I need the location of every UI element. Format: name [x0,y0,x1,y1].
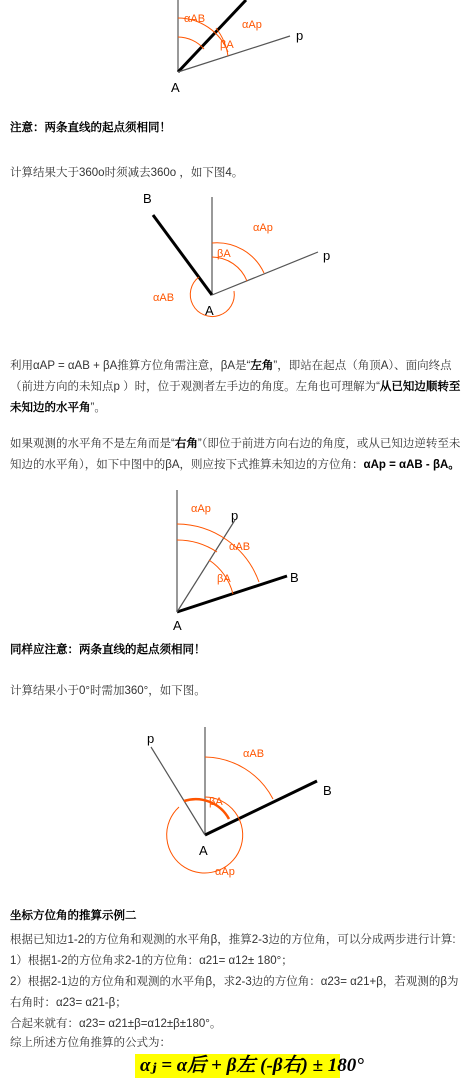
section-title: 坐标方位角的推算示例二 [10,910,137,922]
diagram-4-svg [135,715,340,885]
text-formula: αAp = αAB - βA。 [363,459,460,471]
label-alpha-ap: αAp [242,19,262,31]
formula-text: αⱼ = α后 + β左 (-β右) ± 180° [140,1055,364,1076]
diagram-3 [165,490,315,635]
line-ab [153,215,212,295]
text-mid: ”，即站在起点（角顶A）、面向终点（前进方向的未知点p ）时，位于观测者左手边的角度。左角也可理解为“ [10,360,452,393]
label-p: p [147,731,155,746]
diagram-3-svg [165,490,315,635]
text-strong-rule: 从已知边顺转至未知边的水平角 [10,381,461,414]
example-line-2: 1）根据1-2的方位角求2-1的方位角：α21= α12± 180°； [10,955,293,967]
text-strong-right: 右角 [174,438,198,450]
line-ap [177,520,235,612]
label-alpha-ab: αAB [184,13,206,25]
label-beta: βA [209,796,223,808]
label-beta: βA [217,573,231,585]
label-alpha-ap: αAp [191,503,211,515]
label-beta: βA [217,248,231,260]
para-360: 计算结果大于360o时须减去360o ，如下图4。 [10,167,244,179]
diagram-1 [150,0,320,100]
label-a: A [173,618,182,633]
note-1: 注意：两条直线的起点须相同！ [10,122,171,134]
text-mid: ”（即位于前进方向右边的角度，或从已知边逆转至未知边的水平角），如下中图中的βA，则应按下式推算未知边的方位角： [10,438,461,471]
text-strong-left: 左角 [250,360,274,372]
text-pre: 利用αAP = αAB + βA推算方位角需注意，βA是“ [10,360,251,372]
beta-arc [212,257,247,281]
para-left-angle [10,356,464,419]
line-ap [151,747,205,835]
label-b: B [143,191,152,206]
para-right-angle [10,434,464,476]
label-alpha-ap: αAp [215,866,235,878]
diagram-2 [135,185,345,325]
label-alpha-ab: αAB [243,748,265,760]
line-ab [177,576,287,612]
example-line-3: 2）根据2-1边的方位角和观测的水平角β，求2-3边的方位角：α23= α21+β，若观测的β为右角时：α23= α21-β； [10,976,459,1009]
label-b: B [323,783,332,798]
example-line-5: 综上所述方位角推算的公式为： [10,1037,171,1049]
note-2: 同样应注意：两条直线的起点须相同！ [10,644,206,656]
formula-box [135,1054,364,1078]
label-b: B [290,570,299,585]
label-alpha-ab: αAB [153,292,175,304]
label-a: A [205,303,214,318]
label-p: p [323,248,331,263]
para-lt0: 计算结果小于0°时需加360°，如下图。 [10,685,206,697]
label-alpha-ab: αAB [229,541,251,553]
diagram-2-svg [135,185,345,325]
label-alpha-ap: αAp [253,222,273,234]
label-beta: βA [220,39,234,51]
alpha-ab-arc [205,757,273,799]
example-line-4: 合起来就有：α23= α21±β=α12±β±180°。 [10,1018,222,1030]
label-p: p [296,28,304,43]
text-pre: 如果观测的水平角不是左角而是“ [10,438,175,450]
text-post: ”。 [90,402,106,414]
label-a: A [199,843,208,858]
alpha-ap-arc [177,540,217,552]
label-p: p [231,508,239,523]
diagram-4 [135,715,340,885]
diagram-1-svg [150,0,320,100]
label-a: A [171,80,180,95]
example-line-1: 根据已知边1-2的方位角和观测的水平角β，推算2-3边的方位角，可以分成两步进行计算: [10,934,456,946]
